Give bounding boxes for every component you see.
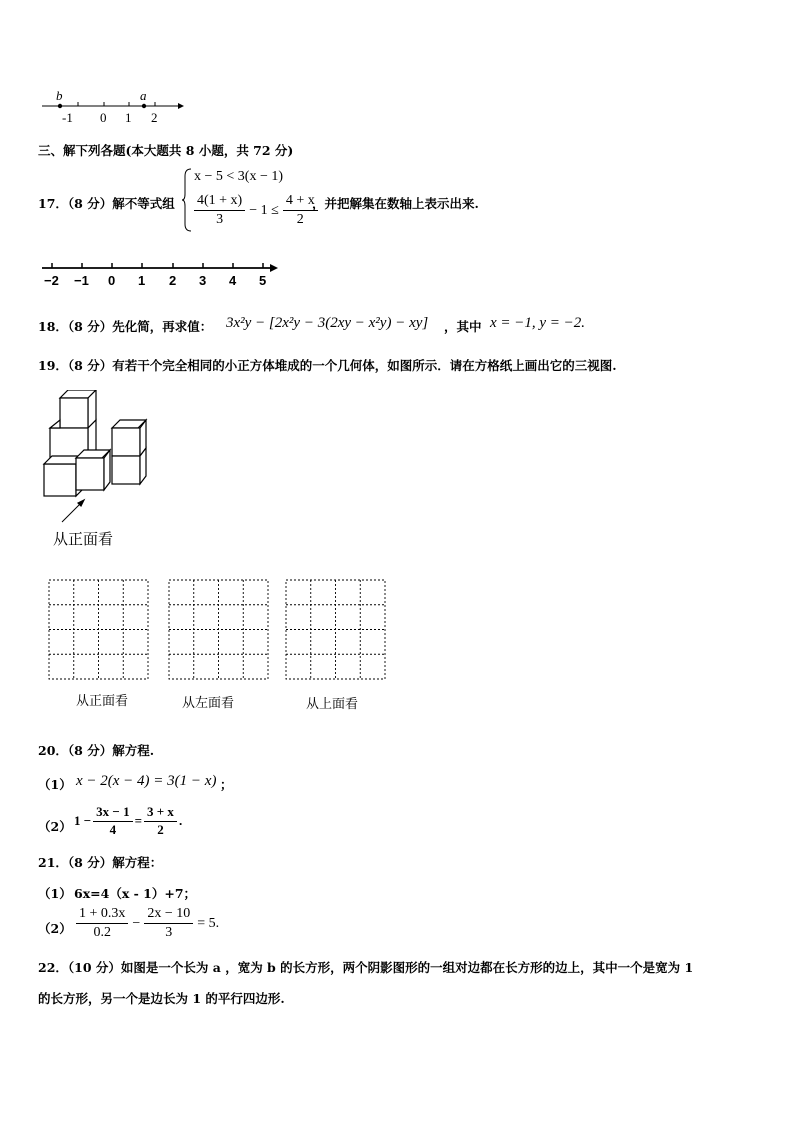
- q17-tick-label: −1: [74, 273, 89, 288]
- point-a-label: a: [140, 88, 147, 103]
- q21-part2-equation: [74, 906, 219, 941]
- fraction-numerator: 3x − 1: [93, 805, 132, 822]
- q20-part2-equation: [74, 805, 182, 838]
- fraction-denominator: 3: [216, 212, 224, 228]
- q21-part1-equation: 6x=4（x - 1）+7；: [74, 886, 197, 901]
- top-tick-label: 2: [151, 110, 158, 125]
- fraction-numerator: 1 + 0.3x: [76, 906, 128, 924]
- q20-part1-label: （1）: [38, 777, 72, 792]
- fraction-denominator: 4: [109, 821, 117, 837]
- q18-condition: x = −1, y = −2.: [490, 315, 586, 331]
- fraction-numerator: 3 + x: [144, 805, 177, 822]
- grid-front-view[interactable]: [48, 579, 150, 681]
- q20-part1-end: ；: [220, 777, 233, 792]
- q18-expression: 3x²y − [2x²y − 3(2xy − x²y) − xy]: [226, 315, 429, 331]
- q17-tick-label: −2: [44, 273, 59, 288]
- fraction-numerator: 4(1 + x): [194, 193, 245, 211]
- q22-line1: 22．（10 分）如图是一个长为 a ，宽为 b 的长方形，两个阴影图形的一组对边都在长方形的边上，其中一个是宽为 1: [38, 960, 694, 975]
- q22-line2: 的长方形，另一个是边长为 1 的平行四边形.: [38, 991, 285, 1006]
- q20-title: 20．（8 分）解方程.: [38, 743, 155, 758]
- q19-text: 19．（8 分）有若干个完全相同的小正方体堆成的一个几何体，如图所示．请在方格纸上画出它的三视图.: [38, 358, 617, 373]
- q17-inequality-2: [192, 193, 320, 228]
- q17-tick-label: 1: [138, 273, 146, 288]
- fraction-denominator: 0.2: [93, 925, 111, 941]
- q17-tick-label: 5: [259, 273, 267, 288]
- section-heading: 三、解下列各题(本大题共 8 小题，共 72 分): [38, 143, 294, 158]
- q17-suffix: ，并把解集在数轴上表示出来.: [312, 196, 479, 211]
- q17-inequality-1: x − 5 < 3(x − 1): [194, 169, 284, 184]
- q20-part2-label: （2）: [38, 819, 72, 834]
- eq-lead: 1 −: [74, 813, 92, 829]
- q17-tick-label: 2: [169, 273, 177, 288]
- fraction-numerator: 2x − 10: [144, 906, 193, 924]
- eq-end: = 5.: [197, 915, 220, 931]
- front-view-caption: 从正面看: [53, 531, 114, 548]
- q21-part1-label: （1）: [38, 886, 72, 901]
- fraction-numerator: 4 + x: [283, 193, 318, 211]
- top-tick-label: 0: [100, 110, 107, 125]
- minus-sign: −: [132, 915, 141, 931]
- fraction-denominator: 2: [157, 821, 164, 837]
- q18-mid: ，其中: [444, 319, 482, 334]
- fraction-denominator: 3: [165, 925, 173, 941]
- q17-tick-label: 0: [108, 273, 116, 288]
- q17-tick-label: 3: [199, 273, 207, 288]
- eq-end: .: [178, 813, 183, 829]
- q17-system-brace: [182, 168, 192, 232]
- q21-part2-label: （2）: [38, 921, 72, 936]
- q17-prefix: 17．（8 分）解不等式组: [38, 196, 175, 211]
- inequality-operator: − 1 ≤: [249, 202, 279, 218]
- q21-title: 21．（8 分）解方程：: [38, 855, 163, 870]
- top-tick-label: 1: [125, 110, 132, 125]
- top-tick-label: -1: [62, 110, 73, 125]
- point-b-label: b: [56, 88, 63, 103]
- grid-left-view[interactable]: [168, 579, 270, 681]
- grid-caption-left: 从左面看: [182, 695, 235, 710]
- fraction-denominator: 2: [296, 212, 304, 228]
- cube-stack-figure: [40, 390, 152, 530]
- equals-sign: =: [134, 813, 143, 829]
- grid-caption-top: 从上面看: [306, 696, 359, 711]
- q20-part1-equation: x − 2(x − 4) = 3(1 − x): [76, 773, 217, 789]
- grid-top-view[interactable]: [285, 579, 387, 681]
- grid-caption-front: 从正面看: [76, 693, 129, 708]
- q17-tick-label: 4: [229, 273, 237, 288]
- q18-prefix: 18．（8 分）先化简，再求值：: [38, 319, 213, 334]
